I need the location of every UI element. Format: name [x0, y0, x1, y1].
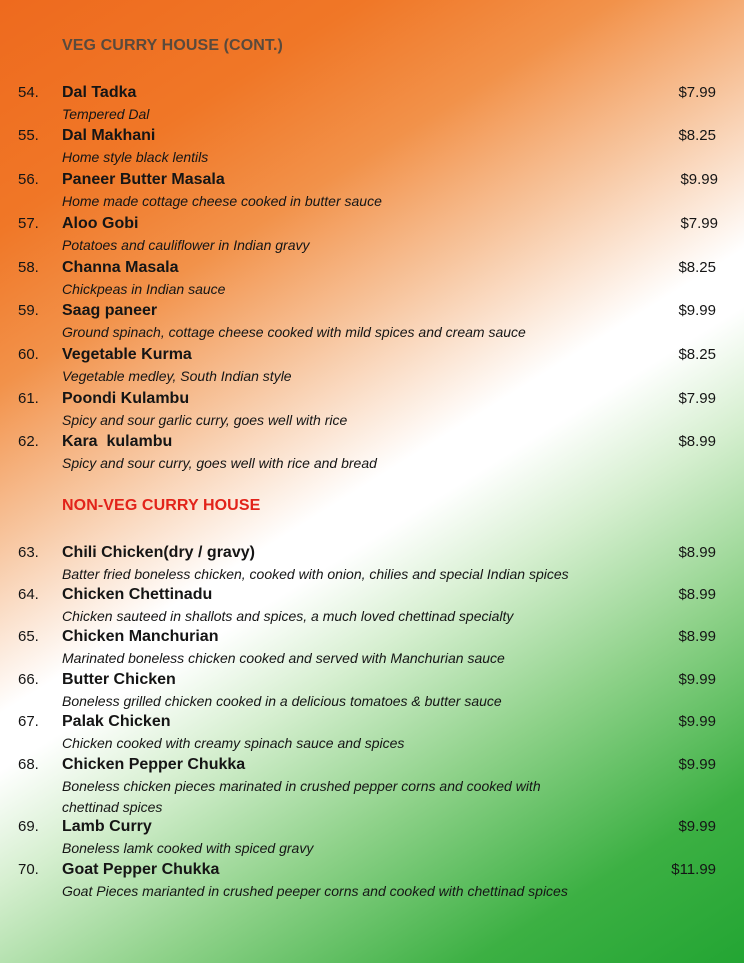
item-price: $8.99 — [678, 433, 716, 450]
item-price: $9.99 — [678, 818, 716, 835]
item-number: 62. — [18, 433, 39, 450]
item-number: 57. — [18, 215, 39, 232]
item-name: Poondi Kulambu — [62, 390, 190, 407]
item-name: Paneer Butter Masala — [62, 171, 225, 188]
item-name: Vegetable Kurma — [62, 346, 192, 363]
item-price: $8.99 — [678, 628, 716, 645]
item-description: Potatoes and cauliflower in Indian gravy — [62, 237, 310, 253]
item-name: Kara kulambu — [62, 433, 173, 450]
item-price: $8.25 — [678, 127, 716, 144]
item-price: $8.99 — [678, 544, 716, 561]
item-description: Ground spinach, cottage cheese cooked with mild spices and cream sauce — [62, 324, 526, 340]
nonveg-section-title: NON-VEG CURRY HOUSE — [62, 497, 261, 514]
item-description: Vegetable medley, South Indian style — [62, 368, 292, 384]
item-number: 54. — [18, 84, 39, 101]
item-description: Spicy and sour curry, goes well with rice and bread — [62, 455, 377, 471]
item-number: 55. — [18, 127, 39, 144]
item-description: Boneless grilled chicken cooked in a delicious tomatoes & butter sauce — [62, 693, 502, 709]
item-price: $8.25 — [678, 346, 716, 363]
item-description: Spicy and sour garlic curry, goes well with rice — [62, 412, 348, 428]
item-number: 69. — [18, 818, 39, 835]
item-name: Goat Pepper Chukka — [62, 861, 220, 878]
item-description: Boneless chicken pieces marinated in crushed pepper corns and cooked with chettinad spices — [62, 778, 541, 815]
item-price: $9.99 — [680, 171, 718, 188]
item-price: $7.99 — [678, 390, 716, 407]
item-number: 61. — [18, 390, 39, 407]
item-description: Chicken sauteed in shallots and spices, a much loved chettinad specialty — [62, 608, 514, 624]
item-number: 59. — [18, 302, 39, 319]
item-name: Lamb Curry — [62, 818, 152, 835]
item-price: $9.99 — [678, 713, 716, 730]
item-description: Goat Pieces marianted in crushed peeper corns and cooked with chettinad spices — [62, 883, 568, 899]
item-description: Home made cottage cheese cooked in butter sauce — [62, 193, 382, 209]
item-description: Home style black lentils — [62, 149, 209, 165]
item-name: Aloo Gobi — [62, 215, 139, 232]
item-price: $11.99 — [671, 861, 716, 878]
item-name: Dal Makhani — [62, 127, 156, 144]
item-number: 68. — [18, 756, 39, 773]
item-description: Chicken cooked with creamy spinach sauce and spices — [62, 735, 405, 751]
item-name: Chicken Chettinadu — [62, 586, 213, 603]
item-number: 60. — [18, 346, 39, 363]
item-name: Dal Tadka — [62, 84, 137, 101]
item-price: $8.99 — [678, 586, 716, 603]
item-description: Boneless lamk cooked with spiced gravy — [62, 840, 314, 856]
item-description: Chickpeas in Indian sauce — [62, 281, 226, 297]
item-description: Tempered Dal — [62, 106, 150, 122]
item-name: Saag paneer — [62, 302, 158, 319]
item-name: Palak Chicken — [62, 713, 171, 730]
item-price: $9.99 — [678, 302, 716, 319]
item-name: Butter Chicken — [62, 671, 176, 688]
item-price: $9.99 — [678, 756, 716, 773]
item-number: 67. — [18, 713, 39, 730]
item-number: 64. — [18, 586, 39, 603]
item-number: 56. — [18, 171, 39, 188]
item-name: Chili Chicken(dry / gravy) — [62, 544, 255, 561]
item-price: $9.99 — [678, 671, 716, 688]
item-price: $8.25 — [678, 259, 716, 276]
item-name: Chicken Manchurian — [62, 628, 219, 645]
item-name: Chicken Pepper Chukka — [62, 756, 246, 773]
item-number: 66. — [18, 671, 39, 688]
item-description: Batter fried boneless chicken, cooked with onion, chilies and special Indian spices — [62, 566, 569, 582]
item-price: $7.99 — [678, 84, 716, 101]
item-description: Marinated boneless chicken cooked and served with Manchurian sauce — [62, 650, 505, 666]
item-name: Channa Masala — [62, 259, 179, 276]
item-number: 63. — [18, 544, 39, 561]
item-number: 65. — [18, 628, 39, 645]
item-number: 58. — [18, 259, 39, 276]
item-price: $7.99 — [680, 215, 718, 232]
veg-section-title: VEG CURRY HOUSE (CONT.) — [62, 37, 283, 54]
item-number: 70. — [18, 861, 39, 878]
